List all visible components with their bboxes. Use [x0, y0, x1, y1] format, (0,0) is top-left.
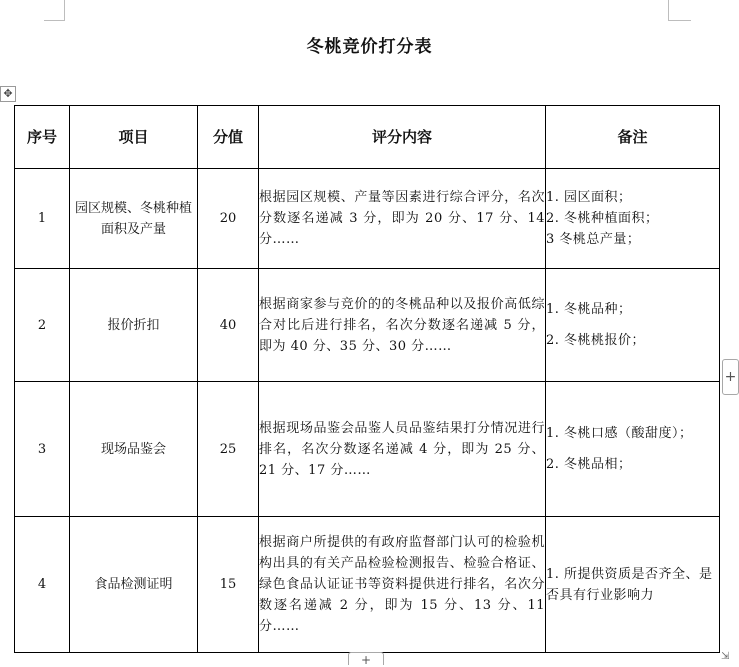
- note-line: 1. 所提供资质是否齐全、是否具有行业影响力: [546, 566, 713, 603]
- note-line: 2. 冬桃种植面积；: [546, 211, 659, 226]
- row-score[interactable]: 25: [198, 382, 259, 517]
- header-content: 评分内容: [259, 106, 546, 169]
- document-title: 冬桃竞价打分表: [306, 37, 433, 57]
- header-item: 项目: [70, 106, 198, 169]
- note-line: 2. 冬桃桃报价；: [546, 333, 646, 348]
- row-notes[interactable]: [546, 517, 720, 653]
- note-line: 3 冬桃总产量；: [546, 232, 641, 247]
- table-row: [15, 517, 720, 653]
- table-resize-icon[interactable]: ⇲: [721, 651, 730, 662]
- table-header-row: [15, 106, 720, 169]
- note-line: 2. 冬桃品相；: [546, 457, 632, 472]
- row-item[interactable]: 现场品鉴会: [70, 382, 198, 517]
- row-score[interactable]: 20: [198, 169, 259, 269]
- row-number[interactable]: 4: [15, 517, 70, 653]
- note-line: 1. 园区面积；: [546, 190, 632, 205]
- row-content[interactable]: 根据商家参与竞价的的冬桃品种以及报价高低综合对比后进行排名，名次分数逐名递减 5 分，即为 40 分、35 分、30 分……: [259, 269, 546, 382]
- page-corner-mark-top-right: [668, 0, 691, 21]
- row-number[interactable]: 2: [15, 269, 70, 382]
- note-line: 1. 冬桃口感（酸甜度）；: [546, 426, 693, 441]
- row-number[interactable]: 3: [15, 382, 70, 517]
- row-number[interactable]: 1: [15, 169, 70, 269]
- row-item[interactable]: 园区规模、冬桃种植面积及产量: [70, 169, 198, 269]
- row-notes[interactable]: [546, 382, 720, 517]
- row-item[interactable]: 报价折扣: [70, 269, 198, 382]
- table-row: [15, 269, 720, 382]
- header-notes: 备注: [546, 106, 720, 169]
- scoring-table: [14, 105, 720, 653]
- row-content[interactable]: 根据现场品鉴会品鉴人员品鉴结果打分情况进行排名，名次分数逐名递减 4 分，即为 25 分、21 分、17 分……: [259, 382, 546, 517]
- row-notes[interactable]: [546, 269, 720, 382]
- add-column-button[interactable]: +: [722, 359, 739, 395]
- row-score[interactable]: 15: [198, 517, 259, 653]
- page-corner-mark-top-left: [44, 0, 65, 21]
- row-item[interactable]: 食品检测证明: [70, 517, 198, 653]
- table-move-handle-icon[interactable]: ✥: [0, 86, 16, 102]
- row-content[interactable]: 根据商户所提供的有政府监督部门认可的检验机构出具的有关产品检验检测报告、检验合格证、绿色食品认证证书等资料提供进行排名，名次分数逐名递减 2 分，即为 15 分、13 分、11 分……: [259, 517, 546, 653]
- add-row-button[interactable]: +: [348, 652, 384, 665]
- note-line: 1. 冬桃品种；: [546, 302, 632, 317]
- table-row: [15, 382, 720, 517]
- header-number: 序号: [15, 106, 70, 169]
- header-score: 分值: [198, 106, 259, 169]
- row-notes[interactable]: [546, 169, 720, 269]
- row-content[interactable]: 根据园区规模、产量等因素进行综合评分，名次分数逐名递减 3 分，即为 20 分、17 分、14 分……: [259, 169, 546, 269]
- row-score[interactable]: 40: [198, 269, 259, 382]
- table-row: [15, 169, 720, 269]
